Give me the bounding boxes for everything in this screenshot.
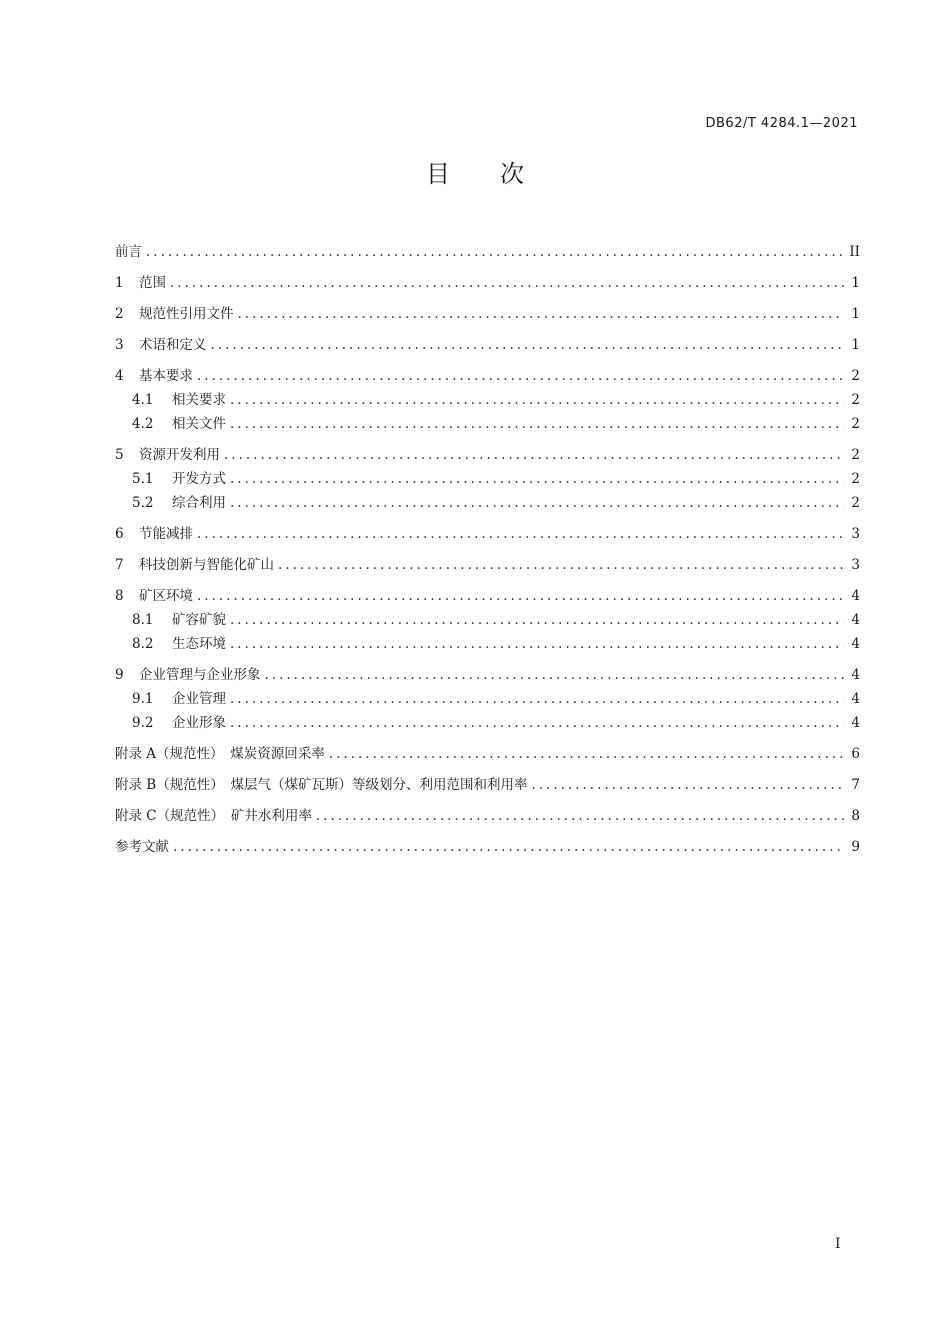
- toc-page-number: 2: [851, 495, 860, 511]
- table-of-contents: [115, 240, 860, 859]
- toc-label: 基本要求: [139, 368, 193, 384]
- toc-label: 规范性引用文件: [139, 306, 234, 322]
- toc-number: 9: [115, 667, 124, 683]
- toc-number: 8.2: [132, 636, 154, 652]
- toc-leader: [531, 773, 844, 797]
- toc-page-number: 2: [851, 368, 860, 384]
- toc-label: 开发方式: [172, 471, 226, 487]
- toc-entry-8-1[interactable]: [115, 608, 860, 632]
- toc-leader: [230, 687, 844, 711]
- toc-entry-energy-saving[interactable]: [115, 522, 860, 546]
- toc-entry-9-2[interactable]: [115, 711, 860, 735]
- toc-entry-terms[interactable]: [115, 333, 860, 357]
- toc-number: 4.2: [132, 416, 154, 432]
- toc-label: 节能减排: [139, 526, 193, 542]
- toc-leader: [278, 553, 844, 577]
- toc-entry-4-2[interactable]: [115, 412, 860, 436]
- toc-leader: [211, 333, 845, 357]
- toc-leader: [230, 467, 844, 491]
- toc-entry-5-2[interactable]: [115, 491, 860, 515]
- toc-entry-9-1[interactable]: [115, 687, 860, 711]
- toc-number: 8.1: [132, 612, 154, 628]
- toc-leader: [197, 584, 844, 608]
- toc-leader: [146, 240, 843, 264]
- toc-number: 2: [115, 306, 124, 322]
- toc-label: 资源开发利用: [139, 447, 220, 463]
- toc-label: 相关文件: [172, 416, 226, 432]
- toc-page-number: 7: [851, 777, 860, 793]
- toc-label: 企业形象: [172, 715, 226, 731]
- toc-leader: [238, 302, 845, 326]
- toc-page-number: 3: [851, 557, 860, 573]
- toc-number: 4: [115, 368, 124, 384]
- toc-label: 参考文献: [115, 839, 169, 855]
- toc-number: 9.2: [132, 715, 154, 731]
- toc-page-number: II: [849, 244, 860, 260]
- toc-entry-4-1[interactable]: [115, 388, 860, 412]
- toc-number: 7: [115, 557, 124, 573]
- toc-entry-resource-development[interactable]: [115, 443, 860, 467]
- toc-leader: [197, 364, 844, 388]
- toc-label: 范围: [139, 275, 166, 291]
- toc-entry-bibliography[interactable]: [115, 835, 860, 859]
- toc-label: 综合利用: [172, 495, 226, 511]
- toc-page-number: 4: [851, 588, 860, 604]
- toc-page-number: 6: [851, 746, 860, 762]
- toc-page-number: 4: [851, 636, 860, 652]
- toc-number: 5: [115, 447, 124, 463]
- toc-label: 附录 B（规范性） 煤层气（煤矿瓦斯）等级划分、利用范围和利用率: [115, 777, 528, 793]
- toc-number: 3: [115, 337, 124, 353]
- page-title: [0, 154, 950, 189]
- toc-page-number: 1: [851, 306, 860, 322]
- toc-entry-normative-references[interactable]: [115, 302, 860, 326]
- toc-page-number: 2: [851, 447, 860, 463]
- toc-leader: [265, 663, 845, 687]
- toc-leader: [230, 491, 844, 515]
- toc-page-number: 1: [851, 275, 860, 291]
- toc-label: 附录 A（规范性） 煤炭资源回采率: [115, 746, 325, 762]
- toc-entry-innovation[interactable]: [115, 553, 860, 577]
- toc-entry-8-2[interactable]: [115, 632, 860, 656]
- toc-leader: [230, 412, 844, 436]
- toc-number: 5.1: [132, 471, 154, 487]
- toc-number: 8: [115, 588, 124, 604]
- toc-page-number: 8: [851, 808, 860, 824]
- toc-page-number: 9: [851, 839, 860, 855]
- toc-number: 6: [115, 526, 124, 542]
- toc-entry-mining-environment[interactable]: [115, 584, 860, 608]
- toc-leader: [173, 835, 844, 859]
- toc-number: 4.1: [132, 392, 154, 408]
- page-title-char-2: 次: [500, 160, 524, 188]
- toc-leader: [230, 388, 844, 412]
- toc-leader: [197, 522, 844, 546]
- toc-leader: [230, 632, 844, 656]
- toc-entry-5-1[interactable]: [115, 467, 860, 491]
- toc-page-number: 4: [851, 715, 860, 731]
- toc-entry-scope[interactable]: [115, 271, 860, 295]
- toc-label: 附录 C（规范性） 矿井水利用率: [115, 808, 312, 824]
- toc-number: 1: [115, 275, 124, 291]
- toc-entry-foreword[interactable]: [115, 240, 860, 264]
- toc-page-number: 3: [851, 526, 860, 542]
- toc-label: 企业管理: [172, 691, 226, 707]
- toc-page-number: 1: [851, 337, 860, 353]
- toc-leader: [224, 443, 844, 467]
- toc-label: 矿区环境: [139, 588, 193, 604]
- toc-label: 矿容矿貌: [172, 612, 226, 628]
- toc-number: 9.1: [132, 691, 154, 707]
- toc-entry-management[interactable]: [115, 663, 860, 687]
- toc-leader: [329, 742, 844, 766]
- toc-entry-appendix-a[interactable]: [115, 742, 860, 766]
- toc-page-number: 4: [851, 691, 860, 707]
- toc-label: 生态环境: [172, 636, 226, 652]
- toc-leader: [230, 608, 844, 632]
- toc-page-number: 4: [851, 667, 860, 683]
- toc-label: 术语和定义: [139, 337, 207, 353]
- toc-page-number: 2: [851, 416, 860, 432]
- toc-entry-appendix-c[interactable]: [115, 804, 860, 828]
- toc-page-number: 4: [851, 612, 860, 628]
- page-title-char-1: 目: [426, 160, 450, 188]
- toc-leader: [316, 804, 844, 828]
- toc-number: 5.2: [132, 495, 154, 511]
- standard-code: DB62/T 4284.1—2021: [705, 116, 858, 131]
- toc-page-number: 2: [851, 392, 860, 408]
- footer-page-number: I: [835, 1236, 841, 1252]
- toc-leader: [230, 711, 844, 735]
- toc-entry-appendix-b[interactable]: [115, 773, 860, 797]
- toc-leader: [170, 271, 844, 295]
- toc-label: 前言: [115, 244, 142, 260]
- toc-label: 企业管理与企业形象: [139, 667, 261, 683]
- toc-entry-basic-requirements[interactable]: [115, 364, 860, 388]
- toc-page-number: 2: [851, 471, 860, 487]
- toc-label: 科技创新与智能化矿山: [139, 557, 274, 573]
- toc-label: 相关要求: [172, 392, 226, 408]
